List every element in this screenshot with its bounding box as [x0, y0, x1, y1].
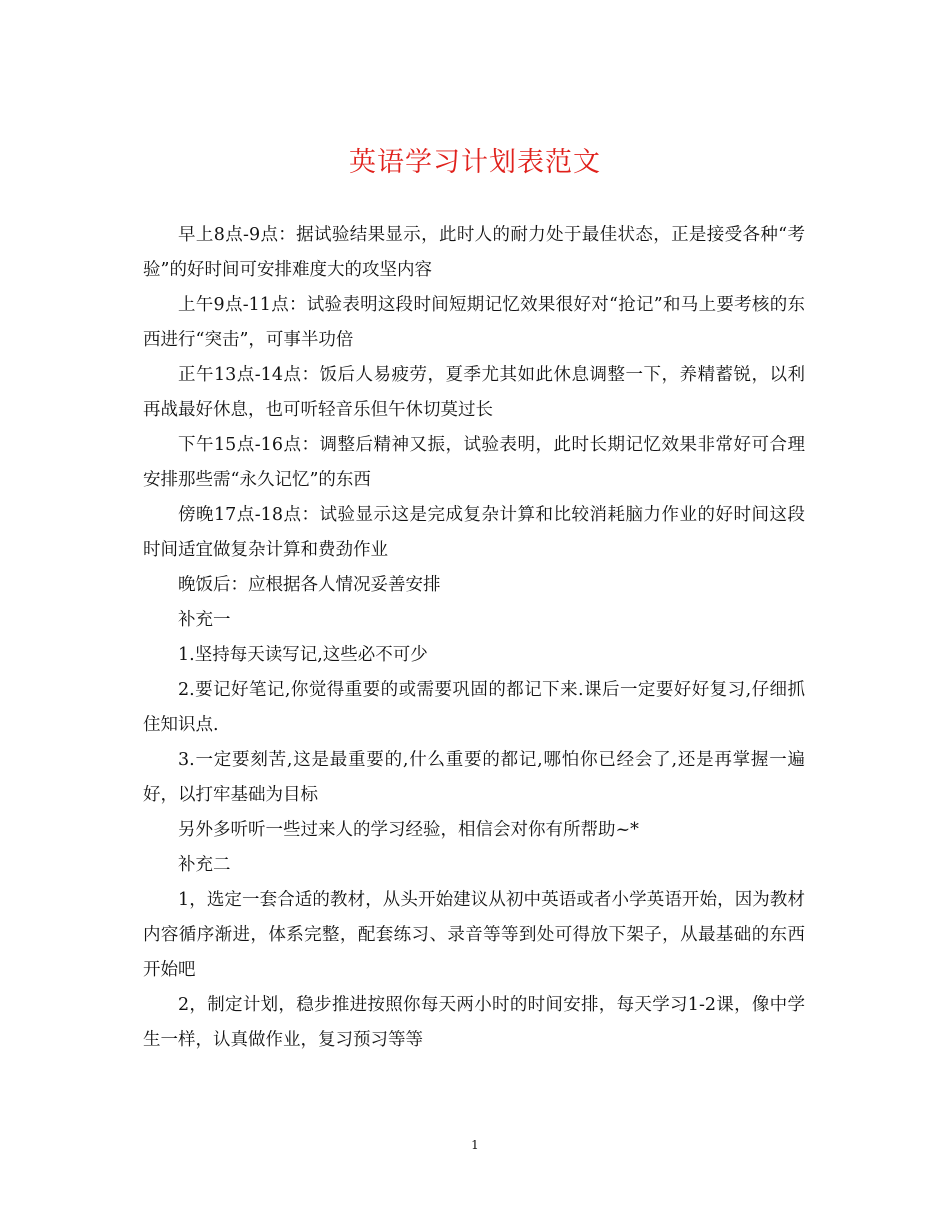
document-title: 英语学习计划表范文 — [349, 147, 601, 178]
paragraph: 傍晚17点-18点：试验显示这是完成复杂计算和比较消耗脑力作业的好时间这段时间适宜做复杂计算和费劲作业 — [143, 505, 805, 560]
list-item: 3.一定要刻苦,这是最重要的,什么重要的都记,哪怕你已经会了,还是再掌握一遍好，以打牢基础为目标 — [143, 750, 805, 805]
paragraph: 上午9点-11点：试验表明这段时间短期记忆效果很好对“抢记”和马上要考核的东西进行“突击”，可事半功倍 — [143, 295, 805, 350]
list-item: 1.坚持每天读写记,这些必不可少 — [178, 645, 428, 665]
paragraph: 下午15点-16点：调整后精神又振，试验表明，此时长期记忆效果非常好可合理安排那些需“永久记忆”的东西 — [143, 435, 805, 490]
list-item: 2，制定计划，稳步推进按照你每天两小时的时间安排，每天学习1-2课，像中学生一样，认真做作业，复习预习等等 — [143, 995, 805, 1050]
document-body — [143, 218, 805, 1058]
list-item: 1，选定一套合适的教材，从头开始建议从初中英语或者小学英语开始，因为教材内容循序渐进，体系完整，配套练习、录音等等到处可得放下架子，从最基础的东西开始吧 — [143, 890, 805, 980]
paragraph: 正午13点-14点：饭后人易疲劳，夏季尤其如此休息调整一下，养精蓄锐，以利再战最好休息，也可听轻音乐但午休切莫过长 — [143, 365, 805, 420]
section-heading: 补充二 — [178, 855, 231, 875]
list-item: 2.要记好笔记,你觉得重要的或需要巩固的都记下来.课后一定要好好复习,仔细抓住知识点. — [143, 680, 805, 735]
page-number: 1 — [471, 1138, 479, 1152]
paragraph: 早上8点-9点：据试验结果显示，此时人的耐力处于最佳状态，正是接受各种“考验”的好时间可安排难度大的攻坚内容 — [143, 225, 805, 280]
paragraph: 另外多听听一些过来人的学习经验，相信会对你有所帮助~* — [178, 820, 639, 840]
paragraph: 晚饭后：应根据各人情况妥善安排 — [178, 575, 441, 595]
section-heading: 补充一 — [178, 610, 231, 630]
